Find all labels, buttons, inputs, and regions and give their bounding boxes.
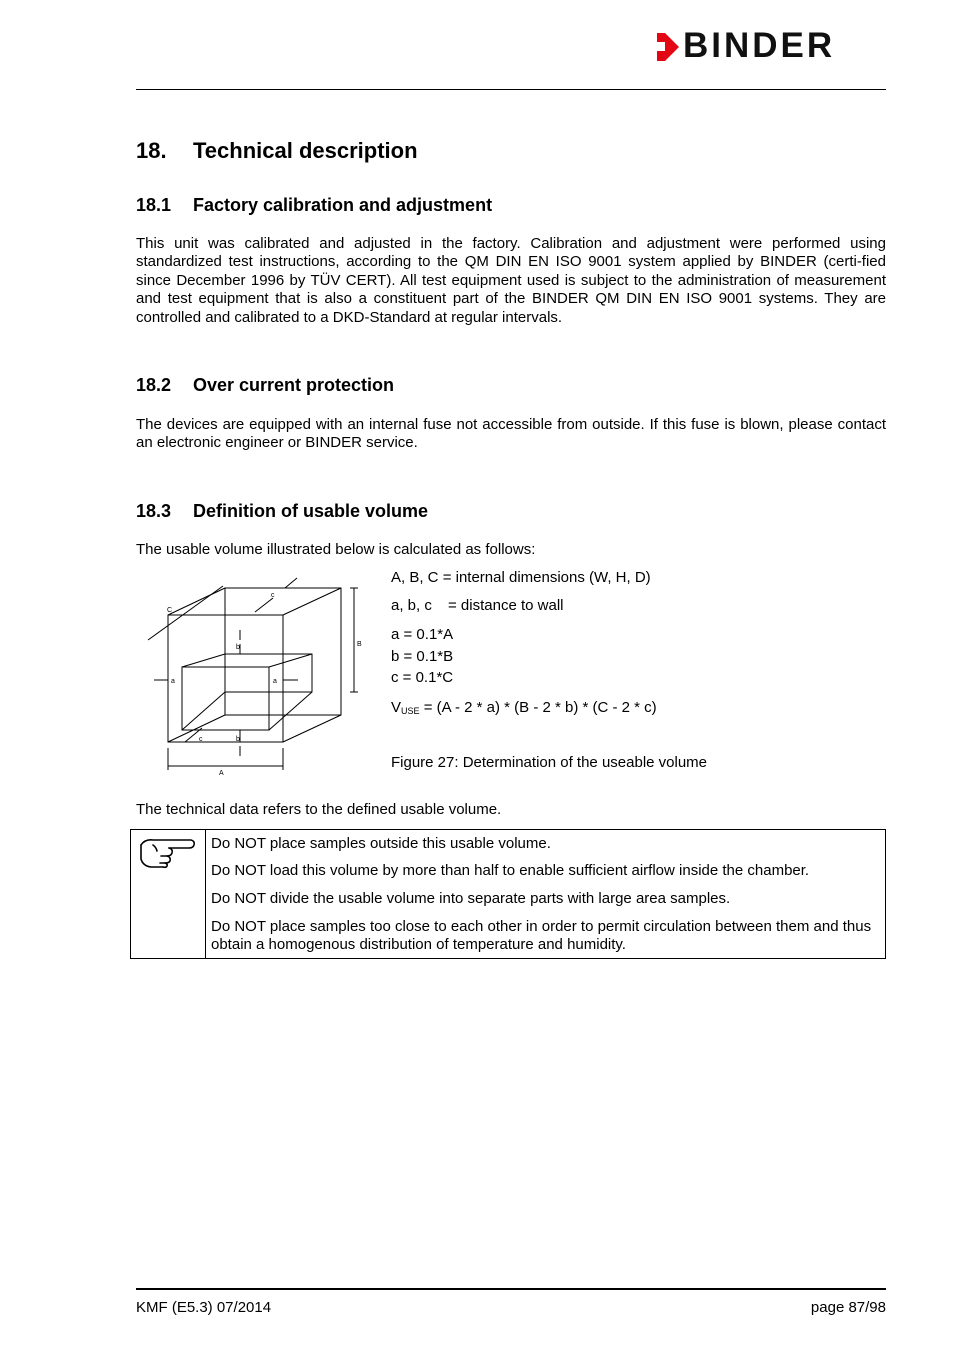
volume-symbol: V	[391, 699, 402, 716]
section-18-3-intro: The usable volume illustrated below is calculated as follows:	[136, 541, 536, 558]
section-heading-18-1	[136, 193, 492, 217]
chapter-title-text: Technical description	[193, 138, 418, 163]
section-title: Over current protection	[193, 375, 395, 395]
definition-meaning: = internal dimensions (W, H, D)	[442, 569, 651, 586]
label-c-bottom: c	[199, 736, 203, 743]
definition-row-1	[391, 568, 651, 588]
definition-symbols: a, b, c	[391, 597, 432, 614]
section-number: 18.3	[136, 501, 172, 521]
section-18-2-text: The devices are equipped with an internal fuse not accessible from outside. If this fuse is blown, please contact an electronic engineer or BINDER service.	[136, 416, 886, 452]
section-heading-18-2	[136, 373, 394, 397]
label-c-top: c	[271, 592, 275, 599]
footer-rule	[136, 1288, 886, 1290]
formula-a: a = 0.1*A	[391, 626, 454, 643]
formula-c: c = 0.1*C	[391, 669, 454, 686]
section-title: Factory calibration and adjustment	[193, 195, 493, 215]
formula-b: b = 0.1*B	[391, 648, 454, 665]
logo-arrow-icon	[655, 30, 681, 64]
label-b-bottom: b	[236, 736, 240, 743]
definition-meaning: = distance to wall	[448, 597, 564, 614]
footer-document-id: KMF (E5.3) 07/2014	[136, 1299, 272, 1316]
note-line-1: Do NOT place samples outside this usable volume.	[211, 835, 551, 852]
section-heading-18-3	[136, 499, 428, 523]
label-B: B	[357, 641, 362, 648]
note-box	[130, 829, 886, 959]
chapter-number: 18.	[136, 138, 167, 163]
label-A: A	[219, 770, 224, 777]
note-line-2: Do NOT load this volume by more than half to enable sufficient airflow inside the chamber.	[211, 862, 810, 879]
note-line-3: Do NOT divide the usable volume into separate parts with large area samples.	[211, 890, 731, 907]
chapter-title	[136, 136, 418, 166]
section-number: 18.1	[136, 195, 172, 215]
label-b-top: b	[236, 644, 240, 651]
pointing-hand-icon	[135, 833, 199, 873]
definition-symbols: A, B, C	[391, 569, 439, 586]
note-line-4: Do NOT place samples too close to each other in order to permit circulation between them and thus obtain a homogenous distribution of temperature and humidity.	[211, 918, 872, 954]
label-a-right: a	[273, 678, 277, 685]
volume-subscript: USE	[401, 706, 420, 716]
label-C: C	[167, 607, 173, 614]
definition-row-2	[391, 596, 563, 616]
section-number: 18.2	[136, 375, 172, 395]
volume-expression: = (A - 2 * a) * (B - 2 * b) * (C - 2 * c)	[419, 699, 657, 716]
note-divider	[205, 830, 206, 958]
usable-volume-diagram	[140, 570, 370, 780]
brand-name: BINDER	[683, 26, 836, 65]
header-rule	[136, 89, 886, 90]
dim-line-C	[148, 586, 223, 640]
after-figure-text: The technical data refers to the defined usable volume.	[136, 801, 502, 818]
label-a-left: a	[171, 678, 175, 685]
volume-formula	[391, 698, 657, 721]
section-18-1-text: This unit was calibrated and adjusted in the factory. Calibration and adjustment were performed using standardized test instructions, according to the QM DIN EN ISO 9001 system applied by BINDER (certi-fied since December 1996 by TÜV CERT). All test equipment used is subject to the administration of measurement and test equipment that is also a constituent part of the BINDER QM DIN EN ISO 9001 systems. They are controlled and calibrated to a DKD-Standard at regular intervals.	[136, 235, 886, 326]
binder-logo	[655, 26, 887, 65]
footer-page-number: page 87/98	[810, 1299, 886, 1316]
figure-caption: Figure 27: Determination of the useable volume	[391, 754, 708, 771]
section-title: Definition of usable volume	[193, 501, 429, 521]
